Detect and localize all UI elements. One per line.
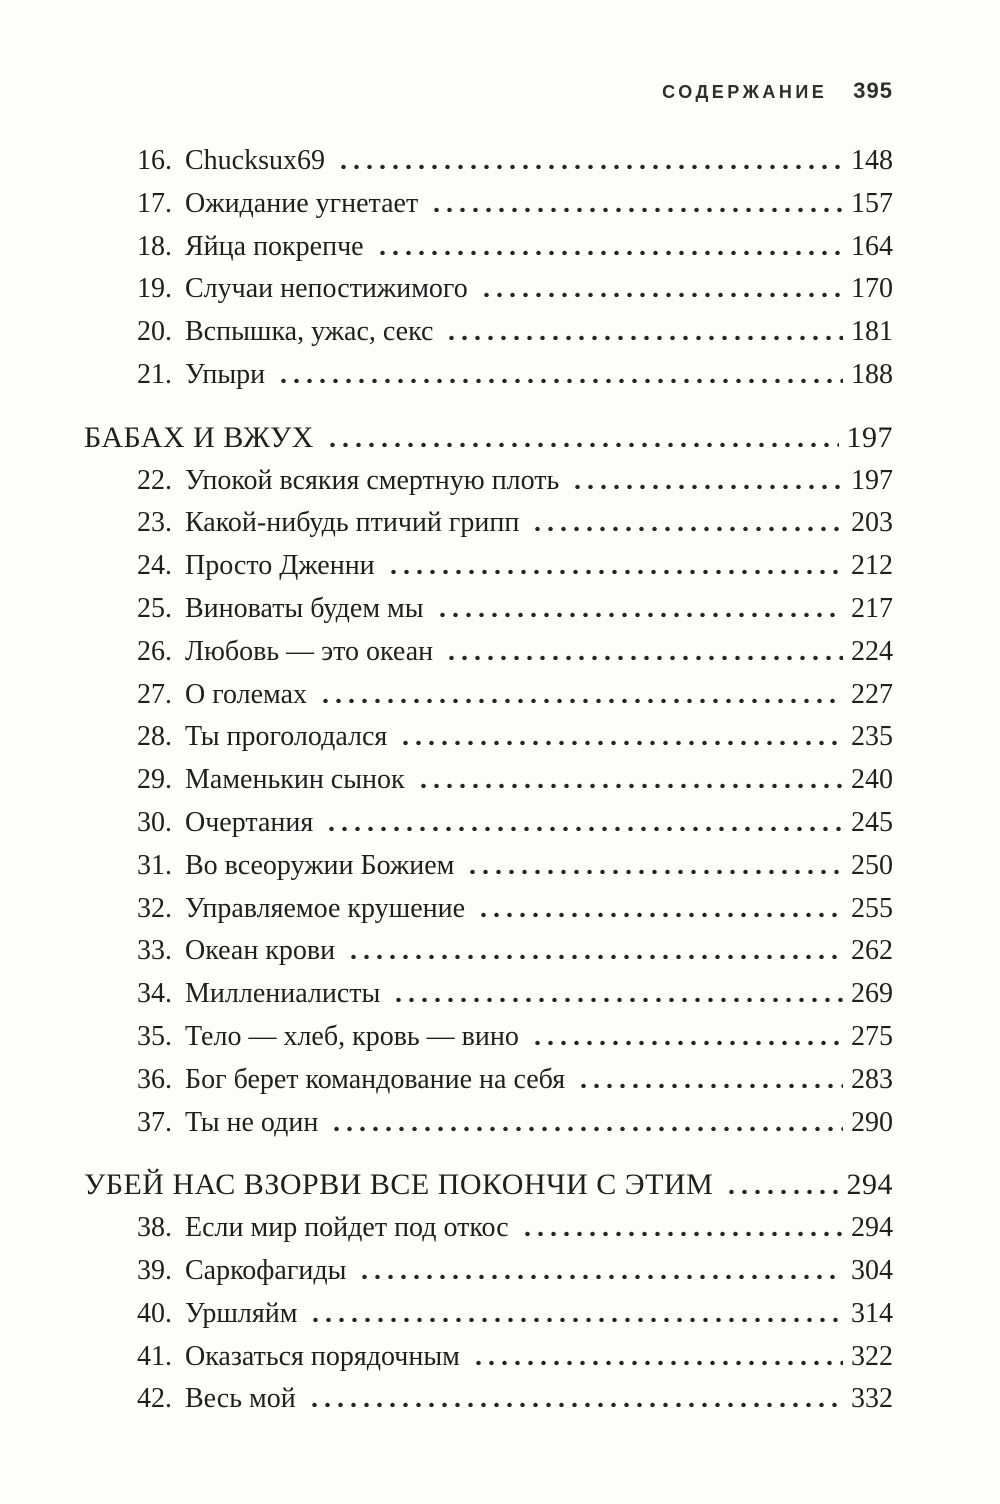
dot-leader bbox=[324, 441, 839, 447]
dot-leader bbox=[443, 654, 843, 660]
toc-entry-number: 17. bbox=[137, 187, 172, 219]
toc-entry bbox=[84, 759, 893, 802]
toc-entry-title: Просто Дженни bbox=[185, 550, 375, 582]
toc-entry bbox=[84, 545, 893, 588]
toc-entry-number: 37. bbox=[137, 1106, 172, 1138]
toc-entry-page: 197 bbox=[851, 464, 893, 496]
toc-entry-page: 269 bbox=[851, 978, 893, 1010]
dot-leader bbox=[434, 611, 843, 617]
toc-entry-page: 262 bbox=[851, 935, 893, 967]
toc-entry bbox=[84, 802, 893, 845]
dot-leader bbox=[345, 953, 843, 959]
toc-entry-page: 217 bbox=[851, 592, 893, 624]
dot-leader bbox=[275, 377, 843, 383]
toc-entry-title: Во всеоружии Божием bbox=[185, 849, 455, 881]
toc-entry-title: Ты проголодался bbox=[185, 721, 388, 753]
toc-entry-number: 40. bbox=[137, 1297, 172, 1329]
dot-leader bbox=[464, 868, 843, 874]
toc-entry bbox=[84, 354, 893, 397]
dot-leader bbox=[335, 163, 843, 169]
toc-entry bbox=[84, 1016, 893, 1059]
toc-entry-title: Миллениалисты bbox=[185, 978, 381, 1010]
toc-entry-title: Оказаться порядочным bbox=[185, 1340, 460, 1372]
toc-entry bbox=[84, 845, 893, 888]
toc-entry bbox=[84, 716, 893, 759]
toc-entry-page: 304 bbox=[851, 1254, 893, 1286]
toc-entry-page: 275 bbox=[851, 1020, 893, 1052]
dot-leader bbox=[478, 291, 843, 297]
toc-entry-page: 255 bbox=[851, 892, 893, 924]
toc-entry-title: Маменькин сынок bbox=[185, 764, 405, 796]
toc-entry-page: 245 bbox=[851, 806, 893, 838]
toc-entry-title: Океан крови bbox=[185, 935, 336, 967]
toc-entry-number: 21. bbox=[137, 358, 172, 390]
toc-entry bbox=[84, 1378, 893, 1421]
running-head bbox=[84, 78, 893, 104]
dot-leader bbox=[390, 996, 843, 1002]
dot-leader bbox=[443, 334, 843, 340]
toc-entry bbox=[84, 588, 893, 631]
toc-entry-page: 290 bbox=[851, 1106, 893, 1138]
toc-section-page: 197 bbox=[846, 420, 893, 454]
toc-entry bbox=[84, 1293, 893, 1336]
toc-entry bbox=[84, 1336, 893, 1379]
toc-entry bbox=[84, 140, 893, 183]
toc-entry-number: 23. bbox=[137, 507, 172, 539]
toc-entry bbox=[84, 311, 893, 354]
dot-leader bbox=[323, 825, 843, 831]
toc-entry-title: Очертания bbox=[185, 806, 314, 838]
toc-entry bbox=[84, 183, 893, 226]
toc-entry-title: Chucksux69 bbox=[185, 145, 325, 176]
toc-entry bbox=[84, 674, 893, 717]
toc-entry-number: 28. bbox=[137, 721, 172, 753]
toc-entry-page: 314 bbox=[851, 1297, 893, 1329]
toc-section-title: УБЕЙ НАС ВЗОРВИ ВСЕ ПОКОНЧИ С ЭТИМ bbox=[84, 1168, 714, 1202]
toc-entry-number: 38. bbox=[137, 1212, 172, 1244]
dot-leader bbox=[328, 1125, 843, 1131]
toc-entry-page: 188 bbox=[851, 358, 893, 390]
toc-entry-title: Упокой всякия смертную плоть bbox=[185, 464, 560, 496]
toc-entry-page: 170 bbox=[851, 273, 893, 305]
toc-entry bbox=[84, 1207, 893, 1250]
toc-entry-title: Ожидание угнетает bbox=[185, 187, 419, 219]
toc-entry-number: 25. bbox=[137, 592, 172, 624]
toc-entry bbox=[84, 268, 893, 311]
dot-leader bbox=[306, 1401, 843, 1407]
toc-entry-title: Вспышка, ужас, секс bbox=[185, 316, 434, 348]
toc-entry-title: Упыри bbox=[185, 358, 266, 390]
toc-entry bbox=[84, 226, 893, 269]
toc-entry bbox=[84, 930, 893, 973]
toc-entry-page: 203 bbox=[851, 507, 893, 539]
toc-entry-page: 212 bbox=[851, 550, 893, 582]
toc-entry-number: 16. bbox=[137, 145, 172, 176]
toc-entry-title: Бог берет командование на себя bbox=[185, 1063, 566, 1095]
dot-leader bbox=[529, 525, 843, 531]
toc-entry-number: 31. bbox=[137, 849, 172, 881]
toc-entry-title: Любовь — это океан bbox=[185, 635, 434, 667]
toc-entry-title: Саркофагиды bbox=[185, 1254, 347, 1286]
toc-entry-number: 20. bbox=[137, 316, 172, 348]
dot-leader bbox=[317, 697, 843, 703]
toc-entry-page: 332 bbox=[851, 1383, 893, 1415]
toc-entry-number: 32. bbox=[137, 892, 172, 924]
running-head-page-number: 395 bbox=[853, 78, 893, 103]
toc-entry-number: 27. bbox=[137, 678, 172, 710]
dot-leader bbox=[428, 206, 843, 212]
toc-entry bbox=[84, 631, 893, 674]
toc-entry-page: 294 bbox=[851, 1212, 893, 1244]
dot-leader bbox=[475, 911, 843, 917]
toc-entry-number: 36. bbox=[137, 1063, 172, 1095]
toc-entry bbox=[84, 1250, 893, 1293]
toc-entry-title: О големах bbox=[185, 678, 307, 710]
toc-entry-number: 19. bbox=[137, 273, 172, 305]
toc-entry-number: 33. bbox=[137, 935, 172, 967]
toc-entry-page: 322 bbox=[851, 1340, 893, 1372]
toc-entry-number: 41. bbox=[137, 1340, 172, 1372]
toc-entry-page: 181 bbox=[851, 316, 893, 348]
toc-entry-page: 283 bbox=[851, 1063, 893, 1095]
toc-entry-number: 29. bbox=[137, 764, 172, 796]
toc-section-title: БАБАХ И ВЖУХ bbox=[84, 420, 314, 454]
toc-entry-number: 34. bbox=[137, 978, 172, 1010]
toc-entry-number: 35. bbox=[137, 1020, 172, 1052]
dot-leader bbox=[519, 1230, 843, 1236]
toc-entry-title: Случаи непостижимого bbox=[185, 273, 468, 305]
toc-entry bbox=[84, 973, 893, 1016]
toc-section-heading bbox=[84, 417, 893, 460]
toc-entry-title: Тело — хлеб, кровь — вино bbox=[185, 1020, 519, 1052]
toc-entry-title: Какой-нибудь птичий грипп bbox=[185, 507, 520, 539]
toc-entry-number: 42. bbox=[137, 1383, 172, 1415]
toc-entry-title: Уршляйм bbox=[185, 1297, 298, 1329]
dot-leader bbox=[569, 483, 843, 489]
toc-entry bbox=[84, 888, 893, 931]
dot-leader bbox=[307, 1316, 843, 1322]
dot-leader bbox=[415, 782, 843, 788]
toc-entry bbox=[84, 1102, 893, 1145]
toc-entry-title: Виноваты будем мы bbox=[185, 592, 424, 624]
dot-leader bbox=[470, 1359, 843, 1365]
dot-leader bbox=[397, 739, 843, 745]
dot-leader bbox=[374, 249, 843, 255]
toc-entry-title: Ты не один bbox=[185, 1106, 319, 1138]
toc-section-page: 294 bbox=[846, 1168, 893, 1202]
toc-entry-number: 26. bbox=[137, 635, 172, 667]
toc-entry-number: 22. bbox=[137, 464, 172, 496]
toc-entry-page: 164 bbox=[851, 230, 893, 262]
running-head-title: СОДЕРЖАНИЕ bbox=[662, 82, 828, 102]
toc-entry bbox=[84, 502, 893, 545]
dot-leader bbox=[385, 568, 843, 574]
toc-entry-page: 240 bbox=[851, 764, 893, 796]
toc-entry-number: 30. bbox=[137, 806, 172, 838]
dot-leader bbox=[723, 1188, 838, 1194]
toc-entry-page: 157 bbox=[851, 187, 893, 219]
dot-leader bbox=[529, 1039, 843, 1045]
toc-entry-title: Управляемое крушение bbox=[185, 892, 466, 924]
toc-entry-title: Весь мой bbox=[185, 1383, 296, 1415]
dot-leader bbox=[575, 1082, 843, 1088]
toc-entry-page: 235 bbox=[851, 721, 893, 753]
toc-entry-page: 250 bbox=[851, 849, 893, 881]
toc-entry bbox=[84, 460, 893, 503]
toc-entry-title: Яйца покрепче bbox=[185, 230, 364, 262]
toc-list bbox=[84, 140, 893, 1421]
toc-entry bbox=[84, 1059, 893, 1102]
dot-leader bbox=[356, 1273, 843, 1279]
toc-entry-page: 227 bbox=[851, 678, 893, 710]
toc-entry-title: Если мир пойдет под откос bbox=[185, 1212, 509, 1244]
toc-entry-number: 24. bbox=[137, 550, 172, 582]
toc-section-heading bbox=[84, 1164, 893, 1207]
toc-entry-page: 148 bbox=[851, 145, 893, 176]
toc-entry-page: 224 bbox=[851, 635, 893, 667]
toc-entry-number: 18. bbox=[137, 230, 172, 262]
toc-entry-number: 39. bbox=[137, 1254, 172, 1286]
